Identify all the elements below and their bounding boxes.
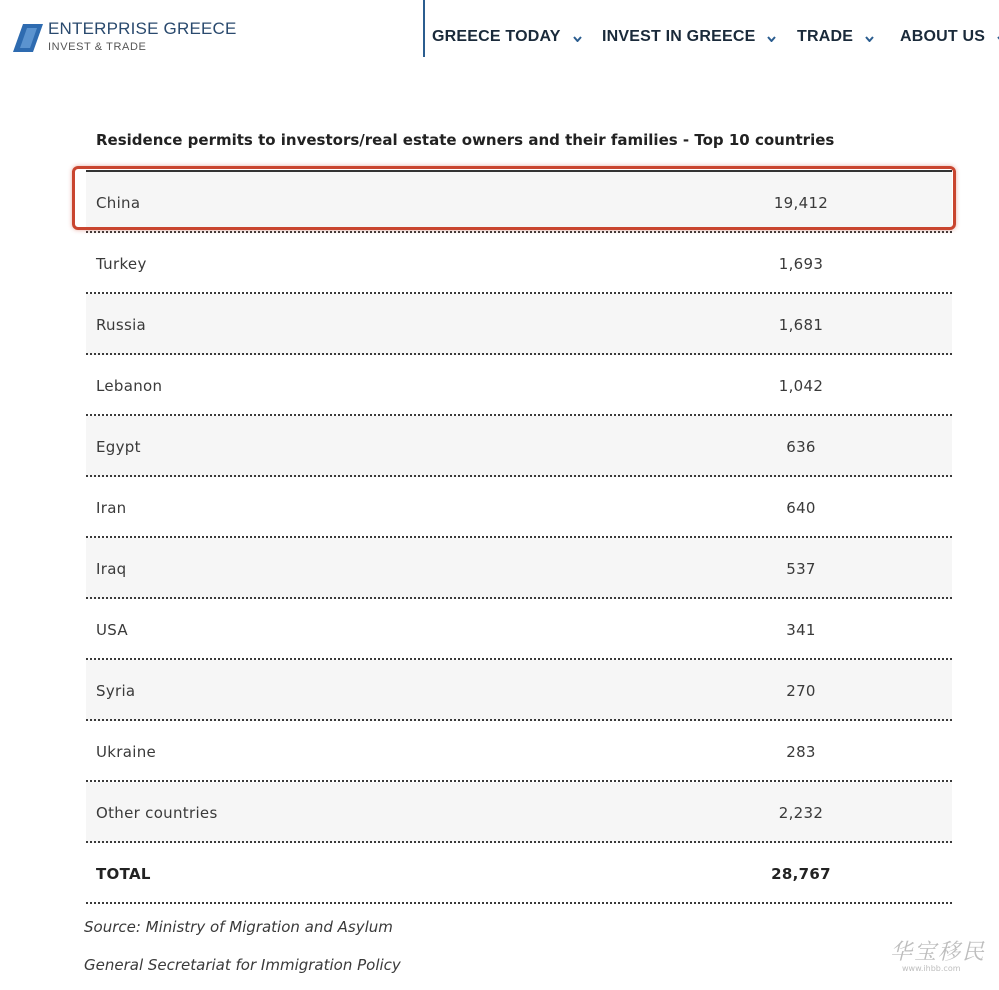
- nav-label: ABOUT US: [900, 28, 986, 45]
- table-title: Residence permits to investors/real estate owners and their families - Top 10 countries: [96, 131, 835, 149]
- nav-item-greece-today[interactable]: [432, 27, 582, 47]
- watermark: [890, 935, 985, 975]
- chevron-down-icon: [767, 36, 776, 42]
- country-cell: Ukraine: [96, 743, 157, 761]
- value-cell: 640: [786, 499, 816, 517]
- permits-table: [86, 172, 952, 904]
- value-cell: 1,042: [778, 377, 824, 395]
- china-row-highlight: [72, 166, 956, 230]
- watermark-url: www.ihbb.com: [902, 964, 961, 973]
- chevron-down-icon: [573, 36, 582, 42]
- table-row: [86, 355, 952, 416]
- value-cell: 537: [786, 560, 816, 578]
- nav-item-about-us[interactable]: [900, 27, 999, 47]
- nav-label: TRADE: [797, 28, 854, 45]
- table-row: [86, 416, 952, 477]
- value-cell: 1,693: [778, 255, 824, 273]
- nav-item-invest-in-greece[interactable]: [602, 27, 776, 47]
- country-cell: Other countries: [96, 804, 218, 822]
- value-cell: 636: [786, 438, 816, 456]
- country-cell: Turkey: [96, 255, 147, 273]
- brand-title[interactable]: ENTERPRISE GREECE: [48, 19, 237, 38]
- value-cell: 283: [786, 743, 816, 761]
- table-row: [86, 538, 952, 599]
- value-cell: 1,681: [778, 316, 824, 334]
- value-cell: 2,232: [778, 804, 824, 822]
- country-cell: China: [96, 194, 141, 212]
- table-row: [86, 721, 952, 782]
- country-cell: Egypt: [96, 438, 141, 456]
- enterprise-greece-logo-icon[interactable]: [13, 24, 43, 52]
- country-cell: Iran: [96, 499, 127, 517]
- table-row: [86, 782, 952, 843]
- country-cell: Russia: [96, 316, 147, 334]
- total-row: [86, 843, 952, 904]
- total-label: TOTAL: [96, 865, 151, 883]
- brand-subtitle: INVEST & TRADE: [48, 41, 147, 53]
- nav-label: GREECE TODAY: [432, 28, 561, 45]
- table-row: [86, 599, 952, 660]
- value-cell: 270: [786, 682, 816, 700]
- total-value: 28,767: [771, 865, 831, 883]
- source-note: Source: Ministry of Migration and Asylum: [84, 918, 393, 936]
- country-cell: USA: [96, 621, 128, 639]
- nav-label: INVEST IN GREECE: [602, 28, 756, 45]
- table-row: [86, 477, 952, 538]
- table-row: [86, 233, 952, 294]
- watermark-text: 华宝移民: [890, 940, 987, 965]
- table-row: [86, 660, 952, 721]
- site-header: [0, 0, 999, 70]
- chevron-down-icon: [865, 36, 874, 42]
- country-cell: Syria: [96, 682, 136, 700]
- secretariat-note: General Secretariat for Immigration Policy: [84, 956, 401, 974]
- value-cell: 341: [786, 621, 816, 639]
- country-cell: Lebanon: [96, 377, 163, 395]
- nav-item-trade[interactable]: [797, 27, 874, 47]
- header-divider: [423, 0, 425, 57]
- value-cell: 19,412: [773, 194, 829, 212]
- country-cell: Iraq: [96, 560, 127, 578]
- table-row: [86, 294, 952, 355]
